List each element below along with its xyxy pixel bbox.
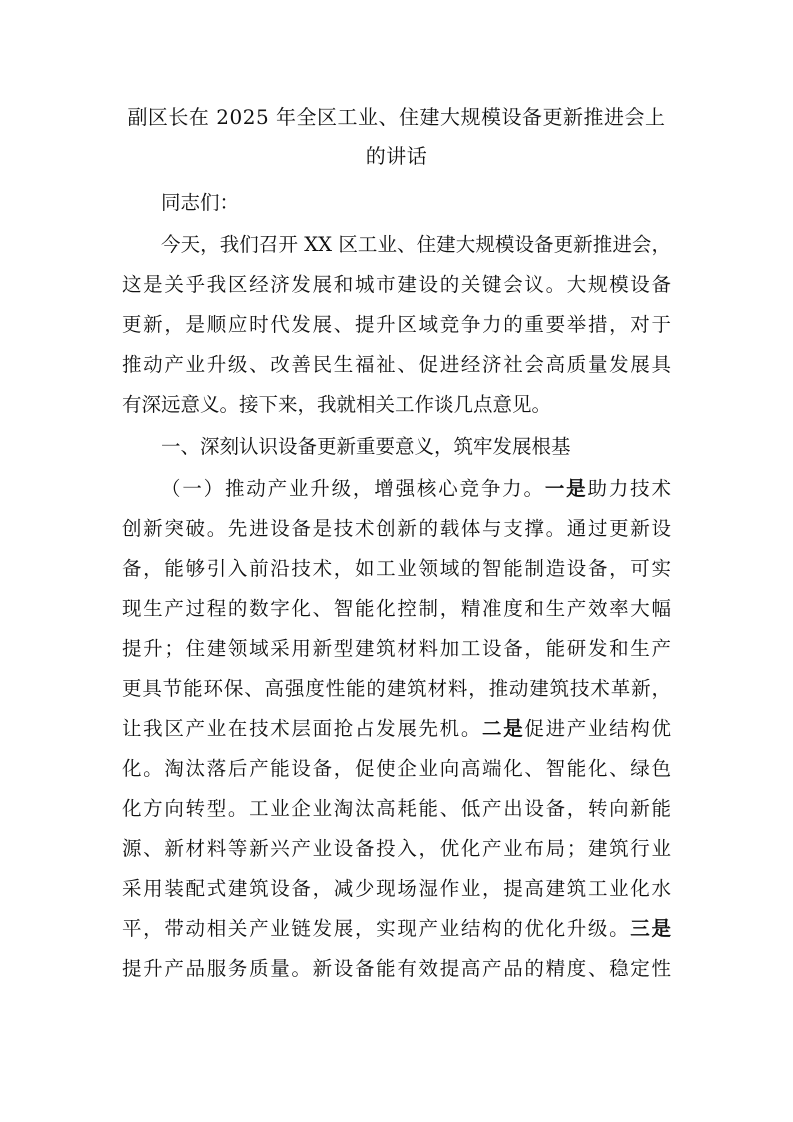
intro-line-1: 今天，我们召开 XX 区工业、住建大规模设备更新推进会，: [161, 233, 671, 256]
intro-line-3: 更新，是顺应时代发展、提升区域竞争力的重要举措，对于: [122, 313, 671, 336]
salutation: 同志们：: [161, 191, 240, 214]
body-line-1: [161, 469, 671, 509]
body-line-10: 源、新材料等新兴产业设备投入，优化产业布局；建筑行业: [122, 837, 671, 860]
body-text: 让我区产业在技术层面抢占发展先机。: [122, 717, 483, 740]
intro-line-2: 这是关乎我区经济发展和城市建设的关键会议。大规模设备: [122, 273, 671, 296]
subsection-1-heading: （一）推动产业升级，增强核心竞争力。: [161, 477, 545, 500]
body-line-12: [122, 909, 671, 949]
body-line-6: 更具节能环保、高强度性能的建筑材料，推动建筑技术革新，: [122, 677, 671, 700]
document-title-line-1: 副区长在 2025 年全区工业、住建大规模设备更新推进会上: [127, 105, 666, 129]
document-title-line-2: 的讲话: [365, 144, 428, 168]
body-line-9: 化方向转型。工业企业淘汰高耗能、低产出设备，转向新能: [122, 797, 671, 820]
intro-line-4: 推动产业升级、改善民生福祉、促进经济社会高质量发展具: [122, 353, 671, 376]
section-1-heading: 一、深刻认识设备更新重要意义，筑牢发展根基: [161, 435, 571, 458]
body-text: 平，带动相关产业链发展，实现产业结构的优化升级。: [122, 917, 631, 940]
body-line-11: 采用装配式建筑设备，减少现场湿作业，提高建筑工业化水: [122, 877, 671, 900]
point-marker-first: 一是: [544, 477, 588, 500]
body-line-4: 现生产过程的数字化、智能化控制，精准度和生产效率大幅: [122, 597, 671, 620]
body-line-13: 提升产品服务质量。新设备能有效提高产品的精度、稳定性: [122, 957, 671, 980]
body-text: 助力技术: [587, 477, 671, 500]
body-text: 促进产业结构优: [524, 717, 671, 740]
intro-line-5: 有深远意义。接下来，我就相关工作谈几点意见。: [122, 393, 552, 416]
body-line-8: 化。淘汰落后产能设备，促使企业向高端化、智能化、绿色: [122, 757, 671, 780]
body-line-5: 提升；住建领域采用新型建筑材料加工设备，能研发和生产: [122, 637, 671, 660]
body-line-2: 创新突破。先进设备是技术创新的载体与支撑。通过更新设: [122, 517, 671, 540]
point-marker-third: 三是: [630, 917, 671, 940]
body-line-7: [122, 709, 671, 749]
point-marker-second: 二是: [482, 717, 525, 740]
body-line-3: 备，能够引入前沿技术，如工业领域的智能制造设备，可实: [122, 557, 671, 580]
